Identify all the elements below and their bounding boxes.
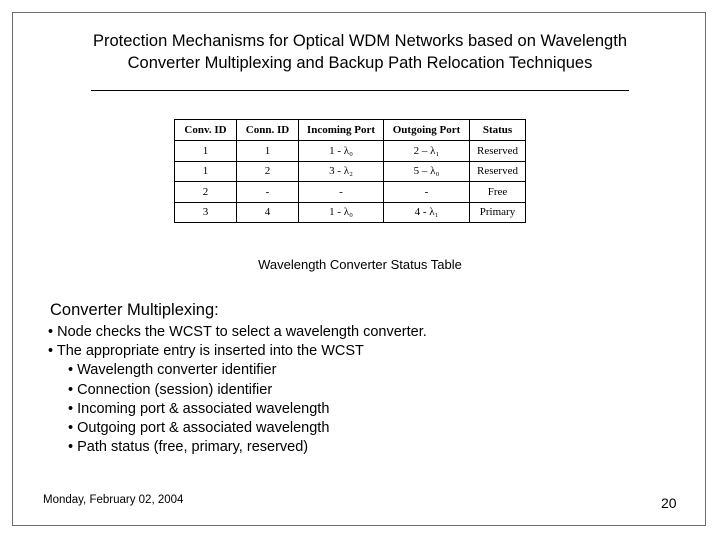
cell-incoming-port: 3 - λ₂ (299, 161, 384, 182)
cell-outgoing-port: 5 – λ₀ (384, 161, 470, 182)
header-conn-id: Conn. ID (237, 120, 299, 141)
cell-outgoing-port: 2 – λ₁ (384, 141, 470, 162)
cell-conn-id: - (237, 182, 299, 203)
sub-bullet-item: • Path status (free, primary, reserved) (68, 439, 309, 456)
cell-status: Primary (470, 202, 526, 223)
header-incoming-port: Incoming Port (299, 120, 384, 141)
table-row (175, 141, 526, 162)
sub-bullet-item: • Outgoing port & associated wavelength (68, 420, 330, 437)
header-conv-id: Conv. ID (175, 120, 237, 141)
cell-conv-id: 1 (175, 141, 237, 162)
cell-outgoing-port: - (384, 182, 470, 203)
cell-incoming-port: - (299, 182, 384, 203)
page-number: 20 (661, 495, 677, 511)
table-row (175, 182, 526, 203)
table-row (175, 202, 526, 223)
title-underline (91, 90, 629, 91)
cell-conv-id: 1 (175, 161, 237, 182)
wavelength-converter-status-table (174, 119, 526, 223)
bullet-item: • The appropriate entry is inserted into the WCST (48, 343, 364, 360)
cell-conv-id: 3 (175, 202, 237, 223)
cell-status: Reserved (470, 161, 526, 182)
table-row (175, 161, 526, 182)
title-line-1: Protection Mechanisms for Optical WDM Networks based on Wavelength (92, 32, 627, 50)
cell-status: Free (470, 182, 526, 203)
cell-incoming-port: 1 - λ₀ (299, 141, 384, 162)
bullet-item: • Node checks the WCST to select a wavelength converter. (48, 324, 427, 340)
table-header-row (175, 120, 526, 141)
bullet-list (48, 323, 427, 457)
table-caption: Wavelength Converter Status Table (258, 257, 462, 272)
sub-bullet-item: • Connection (session) identifier (68, 381, 273, 398)
sub-bullet-item: • Wavelength converter identifier (68, 362, 277, 379)
cell-conn-id: 4 (237, 202, 299, 223)
slide-title (0, 30, 720, 74)
footer-date: Monday, February 02, 2004 (43, 494, 184, 506)
title-line-2: Converter Multiplexing and Backup Path Relocation Techniques (127, 54, 593, 72)
header-status: Status (470, 120, 526, 141)
cell-conn-id: 2 (237, 161, 299, 182)
cell-status: Reserved (470, 141, 526, 162)
sub-bullet-item: • Incoming port & associated wavelength (68, 400, 330, 417)
section-heading: Converter Multiplexing: (50, 301, 219, 319)
header-outgoing-port: Outgoing Port (384, 120, 470, 141)
cell-incoming-port: 1 - λ₀ (299, 202, 384, 223)
cell-conv-id: 2 (175, 182, 237, 203)
cell-outgoing-port: 4 - λ₁ (384, 202, 470, 223)
cell-conn-id: 1 (237, 141, 299, 162)
